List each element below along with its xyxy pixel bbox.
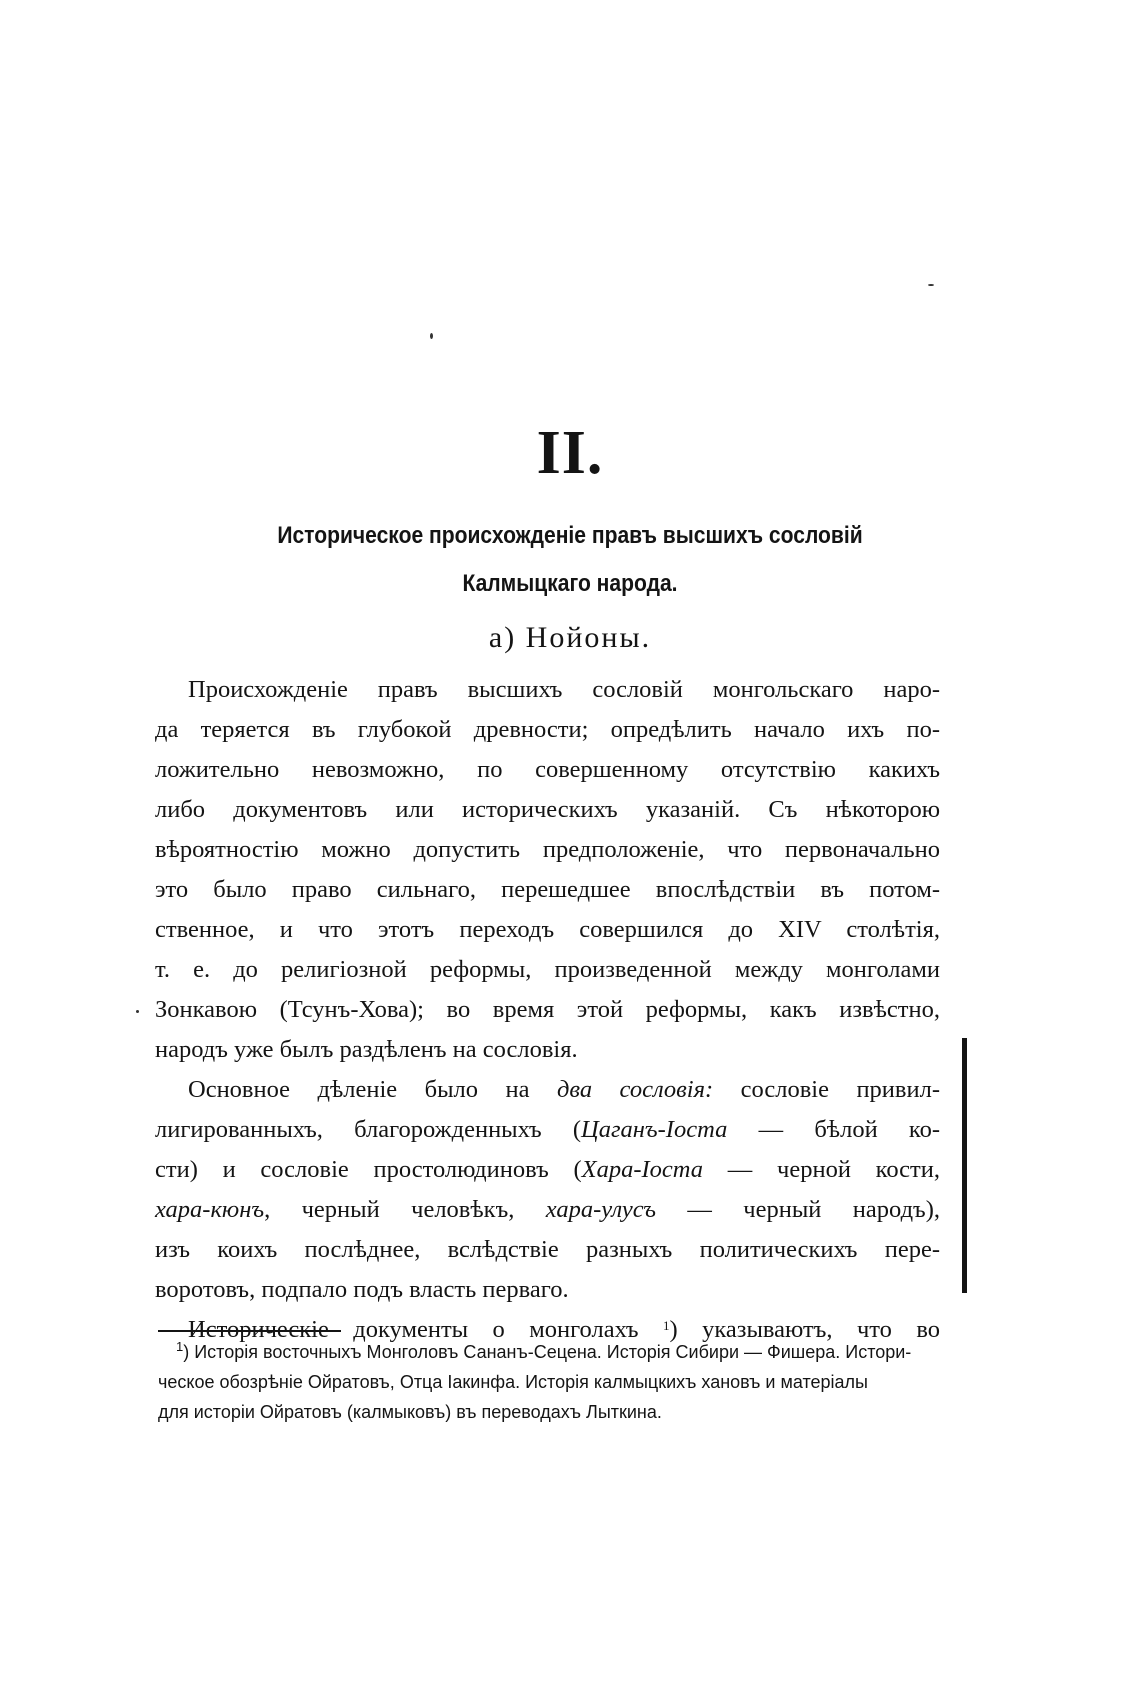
chapter-title-line: Калмыцкаго народа. bbox=[462, 570, 678, 597]
text-run: ) указываютъ, что во bbox=[669, 1316, 940, 1343]
text-line: Происхожденіе правъ высшихъ сословій монгольскаго наро- bbox=[188, 676, 940, 703]
text-line: это было право сильнаго, перешедшее впослѣдствіи въ потом- bbox=[155, 876, 940, 903]
text-line: т. е. до религіозной реформы, произведенной между монголами bbox=[155, 956, 940, 983]
text-line bbox=[155, 1190, 940, 1230]
footnote-line: для исторіи Ойратовъ (калмыковъ) въ переводахъ Лыткина. bbox=[158, 1402, 662, 1422]
italic-term: хара-кюнъ bbox=[155, 1196, 265, 1223]
scan-speck bbox=[430, 333, 433, 339]
text-line: изъ коихъ послѣднее, вслѣдствіе разныхъ политическихъ пере- bbox=[155, 1236, 940, 1263]
margin-mark bbox=[962, 1038, 967, 1293]
footnote-ref[interactable]: 1 bbox=[663, 1318, 670, 1333]
text-run: — черный народъ), bbox=[655, 1196, 940, 1223]
italic-term: два сословія: bbox=[556, 1076, 714, 1103]
text-run: Историческіе документы о монголахъ bbox=[188, 1316, 664, 1343]
text-run: — бѣлой ко- bbox=[727, 1116, 940, 1143]
text-line bbox=[155, 1150, 940, 1190]
chapter-number: II. bbox=[536, 419, 604, 487]
text-run: сти) и сословіе простолюдиновъ ( bbox=[155, 1156, 582, 1183]
chapter-title-line: Историческое происхожденіе правъ высшихъ сословій bbox=[277, 522, 863, 549]
text-line: народъ уже былъ раздѣленъ на сословія. bbox=[155, 1036, 578, 1063]
footnote-line bbox=[158, 1337, 940, 1367]
text-run: , черный человѣкъ, bbox=[264, 1196, 546, 1223]
text-run: лигированныхъ, благорожденныхъ ( bbox=[155, 1116, 582, 1143]
text-line: Зонкавою (Тсунъ-Хова); во время этой реформы, какъ извѣстно, bbox=[155, 996, 940, 1023]
footnote-marker: 1 bbox=[176, 1339, 184, 1354]
section-title: а) Нойоны. bbox=[488, 621, 652, 654]
italic-term: хара-улусъ bbox=[545, 1196, 656, 1223]
text-line: либо документовъ или историческихъ указаній. Съ нѣкоторою bbox=[155, 796, 940, 823]
text-run: ) Исторія восточныхъ Монголовъ Сананъ-Сецена. Исторія Сибири — Фишера. Истори- bbox=[183, 1342, 912, 1362]
footnote-line: ческое обозрѣніе Ойратовъ, Отца Іакинфа. Исторія калмыцкихъ хановъ и матеріалы bbox=[158, 1372, 868, 1392]
text-line: воротовъ, подпало подъ власть перваго. bbox=[155, 1276, 569, 1303]
text-line: ложительно невозможно, по совершенному отсутствію какихъ bbox=[155, 756, 940, 783]
footnote-divider bbox=[158, 1330, 341, 1332]
text-line: да теряется въ глубокой древности; опредѣлить начало ихъ по- bbox=[155, 716, 940, 743]
chapter-title bbox=[183, 512, 957, 608]
text-line: ственное, и что этотъ переходъ совершился до XIV столѣтія, bbox=[155, 916, 940, 943]
scan-speck bbox=[136, 1010, 139, 1013]
italic-term: Цаганъ-Іоста bbox=[581, 1116, 728, 1143]
text-line bbox=[155, 1110, 940, 1150]
text-line: вѣроятностію можно допустить предположеніе, что первоначально bbox=[155, 836, 940, 863]
italic-term: Хара-Іоста bbox=[581, 1156, 704, 1183]
text-line bbox=[155, 1070, 940, 1110]
scan-speck bbox=[928, 284, 934, 286]
body-text bbox=[155, 670, 940, 1350]
text-run: Основное дѣленіе было на bbox=[188, 1076, 557, 1103]
footnote bbox=[158, 1337, 940, 1427]
text-run: — черной кости, bbox=[703, 1156, 940, 1183]
text-run: сословіе привил- bbox=[713, 1076, 940, 1103]
